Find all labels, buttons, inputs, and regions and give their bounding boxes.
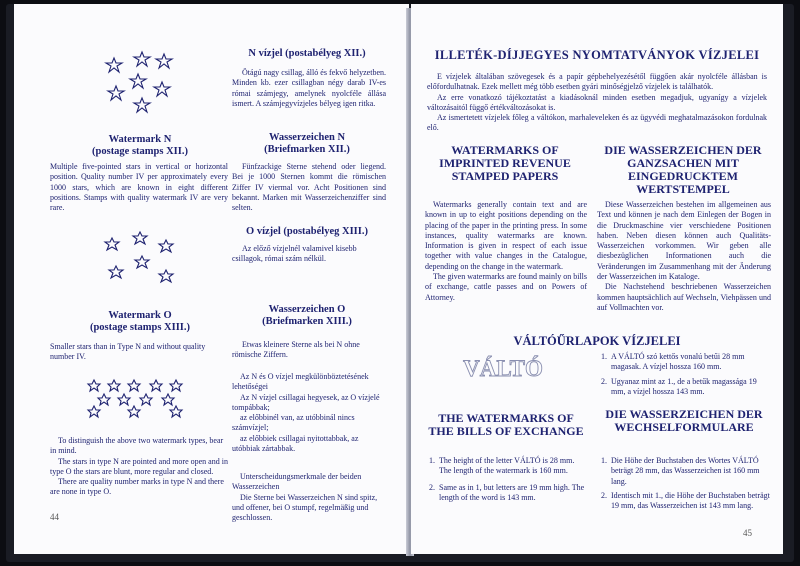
- hu-bills-items: [601, 352, 771, 397]
- de-o-title: Wasserzeichen O: [268, 304, 346, 315]
- hu-n-description: Ötágú nagy csillag, álló és fekvő helyzetben. Minden kb. ezer csillagban négy darab IV-es római számjegy, amelynek nyolcféle állása ismert. A számjegyvízjeles bélyeg igen ritka.: [232, 68, 386, 108]
- watermark-n-subtitle: (postage stamps XII.): [92, 146, 188, 157]
- hu-intro-p3: Az ismertetett vízjelek főleg a váltókon, marhaleveleken és az ügyvédi meghatalmazásokon fordulnak elő.: [427, 113, 767, 133]
- revenue-watermarks-title: ILLETÉK-DÍJJEGYES NYOMTATVÁNYOK VÍZJELEI: [434, 48, 760, 62]
- de-o-description: Etwas kleinere Sterne als bei N ohne römische Ziffern.: [232, 340, 360, 360]
- de-n-title: Wasserzeichen N: [268, 132, 346, 143]
- en-revenue-p1: Watermarks generally contain text and are known in up to eight positions depending on the placing of the paper in the printing press. In some instances, quality watermarks are known. Information is given in respect of each issue together with value changes in the Catalogue, depending on the change in the watermark.: [425, 200, 587, 271]
- comparison-stars: The stars in type N are pointed and more open and in type O the stars are blunt, more regular and closed.: [50, 456, 228, 476]
- watermark-o-subtitle: (postage stamps XIII.): [89, 322, 191, 333]
- de-revenue-p1: Diese Wasserzeichen bestehen im allgemeinen aus Text und können je nach dem Einlegen der Bogen in die Druckmaschine vier verschiedene Positionen haben. Neben diesen können auch Qualitäts-Wasserzeichen vorkommen. Wir geben alle diesbezüglichen Informationen auch die Veränderungen im Zusammenhang mit der Änderung der Wasserzeichen im Kataloge.: [597, 200, 771, 282]
- hu-comparison-line-3: az előbbiek csillagai nyitottabbak, az utóbbiak zártabbak.: [232, 433, 359, 454]
- en-bills-item-2: 2. Same as in 1, but letters are 19 mm high. The length of the word is 143 mm.: [429, 482, 585, 502]
- valto-outline-word: VÁLTÓ: [463, 356, 543, 381]
- de-o-subtitle: (Briefmarken XIII.): [262, 316, 352, 327]
- hu-bills-item-1: 1. A VÁLTÓ szó kettős vonalú betűi 28 mm magasak. A vízjel hossza 160 mm.: [601, 352, 745, 372]
- watermark-n-title: Watermark N: [108, 134, 172, 145]
- de-revenue-p2: Die Nachstehend beschriebenen Wasserzeichen kommen hauptsächlich auf Wechseln, Viehpässen und auf Vollmachten vor.: [597, 282, 771, 312]
- en-bills-items: [429, 456, 587, 503]
- page-number-right: 45: [743, 528, 752, 538]
- hu-comparison-heading: Az N és O vízjel megkülönböztetésének lehetőségei: [232, 372, 369, 392]
- watermark-n-description: Multiple five-pointed stars in vertical or horizontal position. Quality number IV per approximately every 1000 stars, which are known in eight different positions. Stamps with quality watermark IV are very rare.: [50, 162, 228, 213]
- watermark-n-stars-illustration: [102, 48, 182, 114]
- hu-n-title: N vízjel (postabélyeg XII.): [248, 48, 366, 59]
- comparison-intro: To distinguish the above two watermark types, bear in mind.: [50, 436, 224, 456]
- de-n-subtitle: (Briefmarken XII.): [264, 144, 350, 155]
- de-comparison-text: [232, 472, 386, 523]
- de-bills-title: DIE WASSERZEICHEN DER WECHSELFORMULARE: [605, 407, 763, 434]
- de-bills-item-2: 2. Identisch mit 1., die Höhe der Buchstaben beträgt 19 mm, das Wasserzeichen ist 143 mm lang.: [601, 490, 770, 511]
- hu-intro-p2: Az erre vonatkozó tájékoztatást a kiadásoknál minden esetben megadjuk, ugyanígy a vízjelek változásaitól függő értékváltozásokat is.: [427, 92, 767, 112]
- watermark-o-description: Smaller stars than in Type N and without quality number IV.: [50, 342, 206, 362]
- hu-intro-text: [427, 72, 767, 134]
- watermark-o-title: Watermark O: [108, 310, 172, 321]
- de-n-description: Fünfzackige Sterne stehend oder liegend. Bei je 1000 Sternen kommt die römischen Ziffer IV viermal vor. Acht Positionen sind bekannt. Marken mit Wasserzeichenziffer sind selten.: [232, 162, 386, 213]
- en-revenue-p2: The given watermarks are found mainly on bills of exchange, cattle passes and on Powers of Attorney.: [425, 272, 587, 302]
- watermark-comparison-text: [50, 436, 230, 498]
- de-comparison-heading: Unterscheidungsmerkmale der beiden Wasserzeichen: [232, 472, 362, 492]
- right-page: [411, 4, 783, 554]
- de-comparison-body: Die Sterne bei Wasserzeichen N sind spitz, und offener, bei O stumpf, regelmäßig und geschlossen.: [232, 492, 378, 523]
- hu-comparison-line-1: Az N vízjel csillagai hegyesek, az O vízjelé tompábbak;: [232, 392, 380, 412]
- hu-bills-item-2: 2. Ugyanaz mint az 1., de a betűk magassága 19 mm, a vízjel hossza 143 mm.: [601, 376, 757, 396]
- left-page: [14, 4, 409, 554]
- de-revenue-title: DIE WASSERZEICHEN DER GANZSACHEN MIT EINGEDRUCKTEM WERTSTEMPEL: [604, 143, 762, 196]
- de-bills-items: [601, 456, 771, 511]
- hu-o-description: Az előző vízjelnél valamivel kisebb csillagok, római szám nélkül.: [232, 244, 357, 264]
- en-bills-title: THE WATERMARKS OF THE BILLS OF EXCHANGE: [428, 411, 584, 438]
- hu-comparison-line-2: az előbbinél van, az utóbbinál nincs számvízjel;: [232, 413, 355, 433]
- hu-comparison-text: [232, 372, 386, 454]
- de-bills-item-1: 1. Die Höhe der Buchstaben des Wortes VÁLTÓ beträgt 28 mm, das Wasserzeichen ist 160 mm lang.: [601, 456, 760, 486]
- comparison-quality: There are quality number marks in type N and there are none in type O.: [50, 477, 224, 497]
- watermark-comparison-stars-illustration: [84, 376, 194, 420]
- watermark-o-stars-illustration: [100, 228, 180, 290]
- de-revenue-body: [597, 200, 771, 313]
- en-revenue-body: [425, 200, 587, 303]
- bills-watermarks-title: VÁLTÓŰRLAPOK VÍZJELEI: [513, 334, 681, 348]
- en-bills-item-1: 1. The height of the letter VÁLTÓ is 28 mm. The length of the watermark is 160 mm.: [429, 456, 575, 476]
- valto-outline-watermark: [443, 354, 563, 382]
- hu-intro-p1: E vízjelek általában szövegesek és a papír gépbehelyezésétől függően akár nyolcféle állásban is előfordulhatnak. Ezek mellett még több esetben gyári minőségjelző vízjelek is találhatók.: [427, 72, 767, 92]
- en-revenue-title: WATERMARKS OF IMPRINTED REVENUE STAMPED PAPERS: [439, 143, 571, 183]
- hu-o-title: O vízjel (postabélyeg XIII.): [246, 226, 368, 237]
- page-number-left: 44: [50, 512, 59, 522]
